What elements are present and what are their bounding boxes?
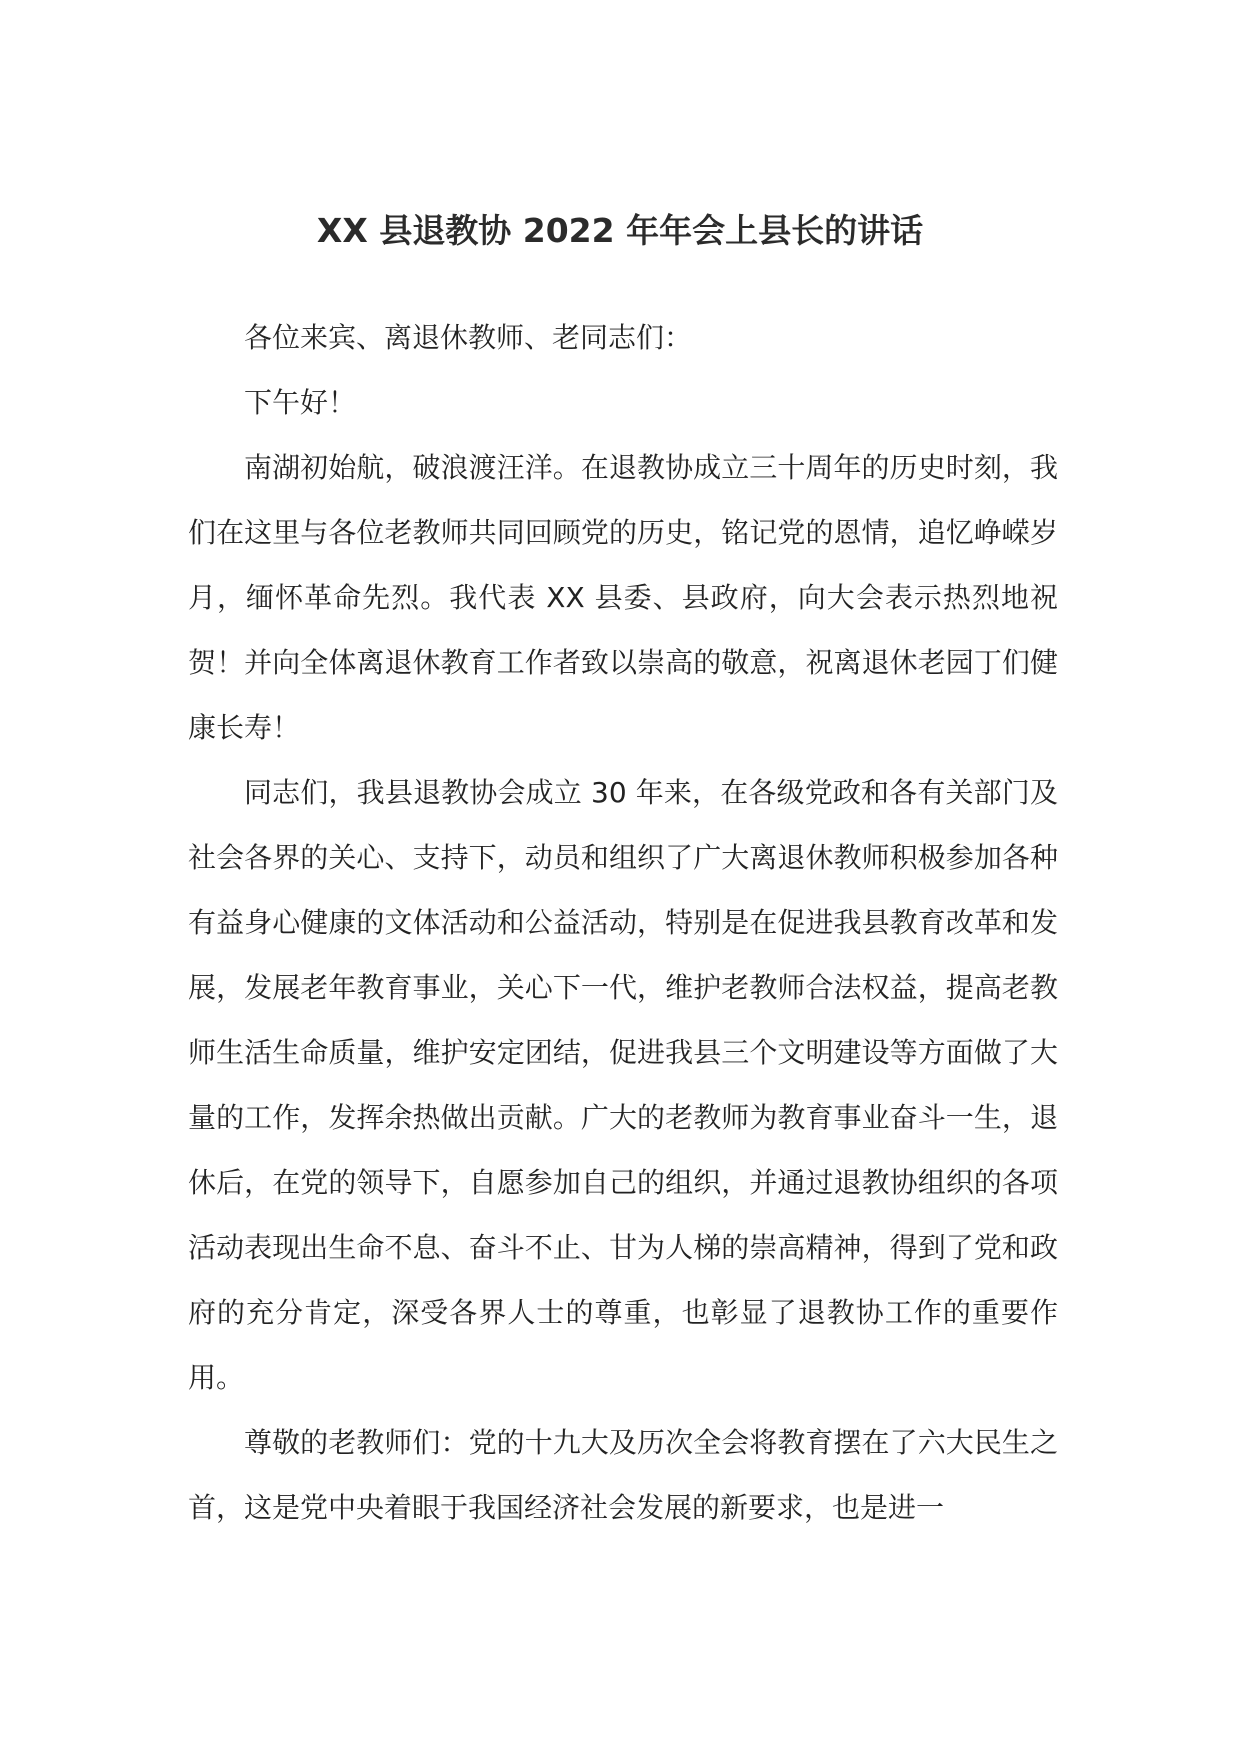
body-paragraph: 尊敬的老教师们：党的十九大及历次全会将教育摆在了六大民生之首，这是党中央着眼于我国经济社会发展的新要求，也是进一 (188, 1426, 1058, 1524)
document-title: XX 县退教协 2022 年年会上县长的讲话 (316, 211, 924, 250)
body-paragraph: 南湖初始航，破浪渡汪洋。在退教协成立三十周年的历史时刻，我们在这里与各位老教师共同回顾党的历史，铭记党的恩情，追忆峥嵘岁月，缅怀革命先烈。我代表 XX 县委、县政府，向大会表示热烈地祝贺！并向全体离退休教育工作者致以崇高的敬意，祝离退休老园丁们健康长寿！ (188, 451, 1058, 744)
document-body (188, 305, 1058, 1540)
body-paragraph: 同志们，我县退教协会成立 30 年来，在各级党政和各有关部门及社会各界的关心、支持下，动员和组织了广大离退休教师积极参加各种有益身心健康的文体活动和公益活动，特别是在促进我县教育改革和发展，发展老年教育事业，关心下一代，维护老教师合法权益，提高老教师生活生命质量，维护安定团结，促进我县三个文明建设等方面做了大量的工作，发挥余热做出贡献。广大的老教师为教育事业奋斗一生，退休后，在党的领导下，自愿参加自己的组织，并通过退教协组织的各项活动表现出生命不息、奋斗不止、甘为人梯的崇高精神，得到了党和政府的充分肯定，深受各界人士的尊重，也彰显了退教协工作的重要作用。 (188, 776, 1058, 1394)
greeting-paragraph: 下午好！ (244, 386, 357, 419)
salutation-paragraph: 各位来宾、离退休教师、老同志们： (244, 321, 693, 354)
